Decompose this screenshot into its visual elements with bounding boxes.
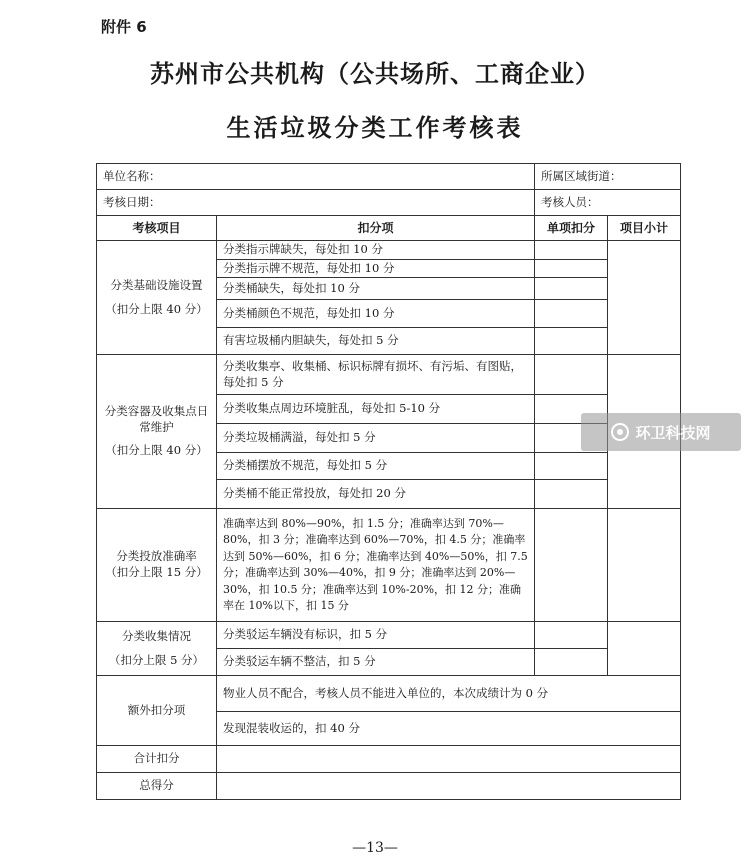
- single-deduction-cell[interactable]: [535, 241, 608, 260]
- deduction-item: 分类收集亭、收集桶、标识标牌有损坏、有污垢、有图贴，每处扣 5 分: [217, 355, 535, 395]
- single-deduction-cell[interactable]: [535, 300, 608, 328]
- attachment-label: 附件 6: [101, 18, 147, 36]
- assessment-table: [96, 163, 681, 800]
- total-score-value[interactable]: [217, 773, 681, 800]
- category-cell: [97, 355, 217, 509]
- table-row: [97, 241, 681, 260]
- category-name: 额外扣分项: [127, 702, 186, 717]
- table-row: [97, 355, 681, 395]
- single-deduction-cell[interactable]: [535, 278, 608, 300]
- category-limit: （扣分上限 40 分）: [105, 301, 208, 316]
- total-deduction-value[interactable]: [217, 746, 681, 773]
- category-cell: [97, 509, 217, 622]
- deduction-item: 分类桶不能正常投放，每处扣 20 分: [217, 480, 535, 509]
- category-name: 分类收集情况: [122, 628, 191, 643]
- deduction-item: 分类指示牌不规范，每处扣 10 分: [217, 260, 535, 278]
- deduction-item: 分类驳运车辆没有标识，扣 5 分: [217, 622, 535, 649]
- watermark-badge: [581, 413, 741, 451]
- subtotal-cell[interactable]: [608, 622, 681, 676]
- single-deduction-cell[interactable]: [535, 328, 608, 355]
- category-cell: [97, 241, 217, 355]
- table-row: [97, 509, 681, 622]
- subtotal-cell[interactable]: [608, 241, 681, 355]
- category-name: 分类基础设施设置: [110, 277, 203, 292]
- single-deduction-cell[interactable]: [535, 355, 608, 395]
- deduction-item: 有害垃圾桶内胆缺失，每处扣 5 分: [217, 328, 535, 355]
- category-cell: [97, 622, 217, 676]
- col-header-deduction: 扣分项: [217, 216, 535, 241]
- document-subtitle: 生活垃圾分类工作考核表: [226, 114, 524, 142]
- category-cell: [97, 676, 217, 746]
- col-header-single-deduction: 单项扣分: [535, 216, 608, 241]
- category-limit: （扣分上限 5 分）: [108, 652, 205, 667]
- table-row: [97, 622, 681, 649]
- single-deduction-cell[interactable]: [535, 260, 608, 278]
- deduction-item: 分类垃圾桶满溢，每处扣 5 分: [217, 424, 535, 453]
- deduction-item: 准确率达到 80%—90%，扣 1.5 分；准确率达到 70%—80%，扣 3 分；准确率达到 60%—70%，扣 4.5 分；准确率达到 50%—60%，扣 6 分；准确率达到 40%—50%，扣 7.5 分；准确率达到 30%—40%，扣 9 分；准确率达到 20%—30%，扣 10.5 分；准确率达到 10%-20%，扣 12 分；准确率在 10%以下，扣 15 分: [217, 509, 535, 622]
- document-title: 苏州市公共机构（公共场所、工商企业）: [150, 60, 600, 88]
- info-row-2: [97, 190, 681, 216]
- deduction-item: 分类桶摆放不规范，每处扣 5 分: [217, 453, 535, 480]
- category-name: 分类投放准确率: [116, 549, 197, 564]
- unit-name-field[interactable]: 单位名称：: [97, 164, 535, 190]
- single-deduction-cell[interactable]: [535, 453, 608, 480]
- deduction-item: 发现混装收运的，扣 40 分: [217, 712, 681, 746]
- total-score-label: 总得分: [97, 773, 217, 800]
- single-deduction-cell[interactable]: [535, 622, 608, 649]
- total-deduction-row: [97, 746, 681, 773]
- col-header-subtotal: 项目小计: [608, 216, 681, 241]
- col-header-item: 考核项目: [97, 216, 217, 241]
- category-limit: （扣分上限 15 分）: [105, 565, 208, 579]
- single-deduction-cell[interactable]: [535, 509, 608, 622]
- single-deduction-cell[interactable]: [535, 649, 608, 676]
- deduction-item: 分类桶缺失，每处扣 10 分: [217, 278, 535, 300]
- watermark-logo-icon: [611, 423, 629, 441]
- watermark-text: 环卫科技网: [635, 423, 711, 442]
- date-field[interactable]: 考核日期：: [97, 190, 535, 216]
- single-deduction-cell[interactable]: [535, 480, 608, 509]
- deduction-item: 分类收集点周边环境脏乱，每处扣 5-10 分: [217, 395, 535, 424]
- info-row-1: [97, 164, 681, 190]
- total-score-row: [97, 773, 681, 800]
- table-row: [97, 676, 681, 712]
- column-header-row: [97, 216, 681, 241]
- page-number: —13—: [352, 840, 398, 856]
- deduction-item: 分类驳运车辆不整洁，扣 5 分: [217, 649, 535, 676]
- district-field[interactable]: 所属区域街道：: [535, 164, 681, 190]
- category-name: 分类容器及收集点日常维护: [104, 404, 209, 434]
- total-deduction-label: 合计扣分: [97, 746, 217, 773]
- assessor-field[interactable]: 考核人员：: [535, 190, 681, 216]
- category-limit: （扣分上限 40 分）: [105, 443, 208, 458]
- deduction-item: 物业人员不配合，考核人员不能进入单位的，本次成绩计为 0 分: [217, 676, 681, 712]
- deduction-item: 分类桶颜色不规范，每处扣 10 分: [217, 300, 535, 328]
- subtotal-cell[interactable]: [608, 509, 681, 622]
- deduction-item: 分类指示牌缺失，每处扣 10 分: [217, 241, 535, 260]
